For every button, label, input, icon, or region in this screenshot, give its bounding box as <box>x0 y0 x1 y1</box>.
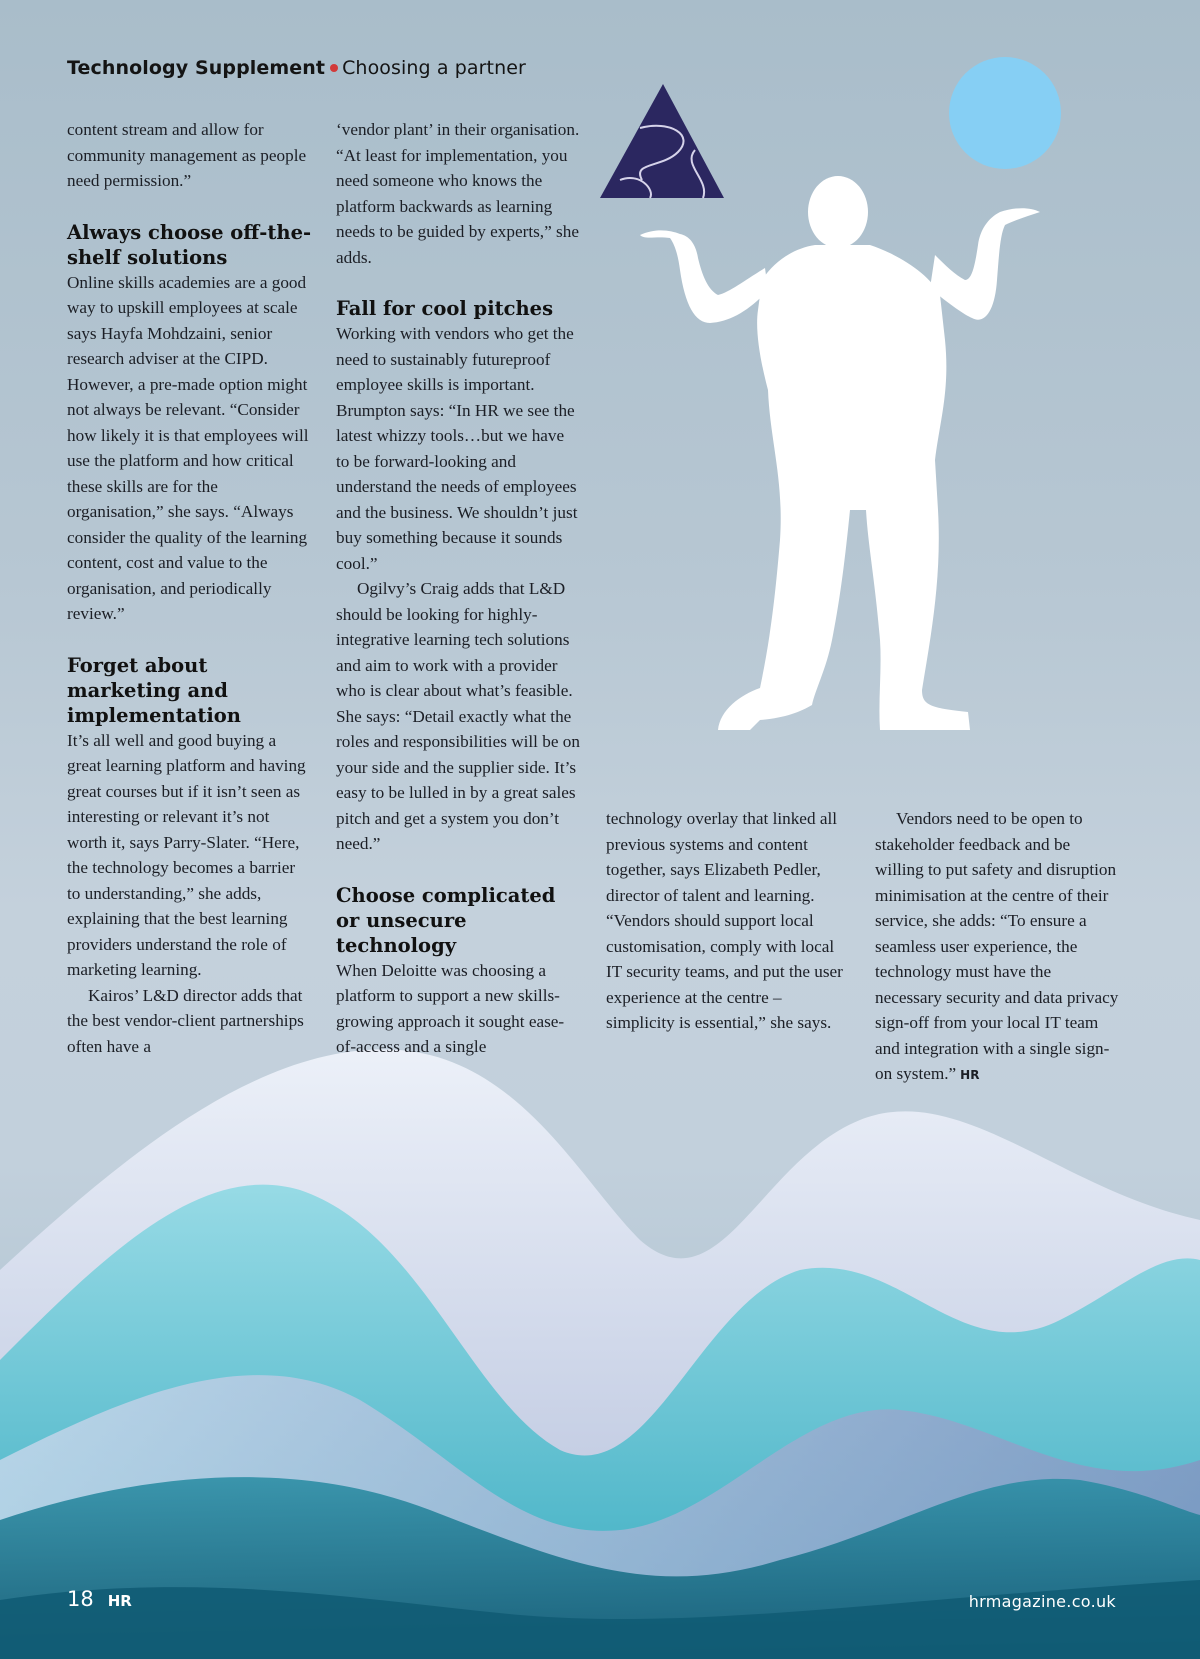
subheading: Fall for cool pitches <box>336 297 554 320</box>
paragraph: It’s all well and good buying a great learning platform and having great courses but if it isn’t seen as interesting or relevant it’s not worth it, says Parry-Slater. “Here, the technology becomes a barrier to understanding,” she adds, explaining that the best learning providers understand the role of marketing learning. <box>67 730 306 979</box>
figure-balancing-illustration <box>600 40 1080 770</box>
paragraph <box>875 806 1120 1089</box>
subheading: Always choose off-the-shelf solutions <box>67 220 312 269</box>
column-1 <box>67 117 312 1059</box>
paragraph: technology overlay that linked all previous systems and content together, says Elizabeth Pedler, director of talent and learning. “Vendors should support local customisation, comply with local IT security teams, and put the user experience at the centre – simplicity is essential,” she says. <box>606 809 843 1032</box>
bullet-dot <box>330 64 338 72</box>
column-4 <box>875 806 1120 1089</box>
subheading: Forget about marketing and implementation <box>67 653 241 727</box>
end-mark: HR <box>960 1068 980 1082</box>
paragraph: Kairos’ L&D director adds that the best vendor-client partnerships often have a <box>67 985 304 1056</box>
ball-shape <box>949 57 1061 169</box>
column-3 <box>606 806 851 1036</box>
paragraph: content stream and allow for community management as people need permission.” <box>67 120 307 190</box>
paragraph: ‘vendor plant’ in their organisation. “At least for implementation, you need someone who knows the platform backwards as learning needs to be guided by experts,” she adds. <box>336 120 580 267</box>
website-url[interactable]: hrmagazine.co.uk <box>968 1592 1116 1611</box>
paragraph-text: Vendors need to be open to stakeholder feedback and be willing to put safety and disruption minimisation at the centre of their service, she adds: “To ensure a seamless user experience, the technology must have the necessary security and data privacy sign-off from your local IT team and integration with a single sign-on system.” <box>875 809 1119 1083</box>
paragraph: Online skills academies are a good way to upskill employees at scale says Hayfa Mohdzaini, senior research adviser at the CIPD. However, a pre-made option might not always be relevant. “Consider how likely it is that employees will use the platform and how critical these skills are for the organisation,” she says. “Always consider the quality of the learning content, cost and value to the organisation, and periodically review.” <box>67 272 309 623</box>
supplement-title: Technology Supplement <box>67 57 326 79</box>
paragraph: When Deloitte was choosing a platform to support a new skills-growing approach it sought ease-of-access and a single <box>336 960 565 1056</box>
brand-logo: HR <box>107 1592 132 1610</box>
paragraph: Working with vendors who get the need to sustainably futureproof employee skills is important. Brumpton says: “In HR we see the latest whizzy tools…but we have to be forward-looking and understand the needs of employees and the business. We shouldn’t just buy something because it sounds cool.” <box>336 324 578 573</box>
person-silhouette <box>640 176 1040 730</box>
subheading: Choose complicated or unsecure technology <box>336 883 556 957</box>
running-header <box>67 57 526 79</box>
page-number: 18 <box>67 1587 94 1611</box>
paragraph: Ogilvy’s Craig adds that L&D should be looking for highly-integrative learning tech solutions and aim to work with a provider who is clear about what’s feasible. She says: “Detail exactly what the roles and responsibilities will be on your side and the supplier side. It’s easy to be lulled in by a great sales pitch and get a system you don’t need.” <box>336 579 580 853</box>
triangle-shape <box>600 84 724 198</box>
section-title: Choosing a partner <box>342 57 526 79</box>
footer-left <box>67 1587 132 1611</box>
abstract-waves-background <box>0 1040 1200 1659</box>
column-2 <box>336 117 581 1060</box>
